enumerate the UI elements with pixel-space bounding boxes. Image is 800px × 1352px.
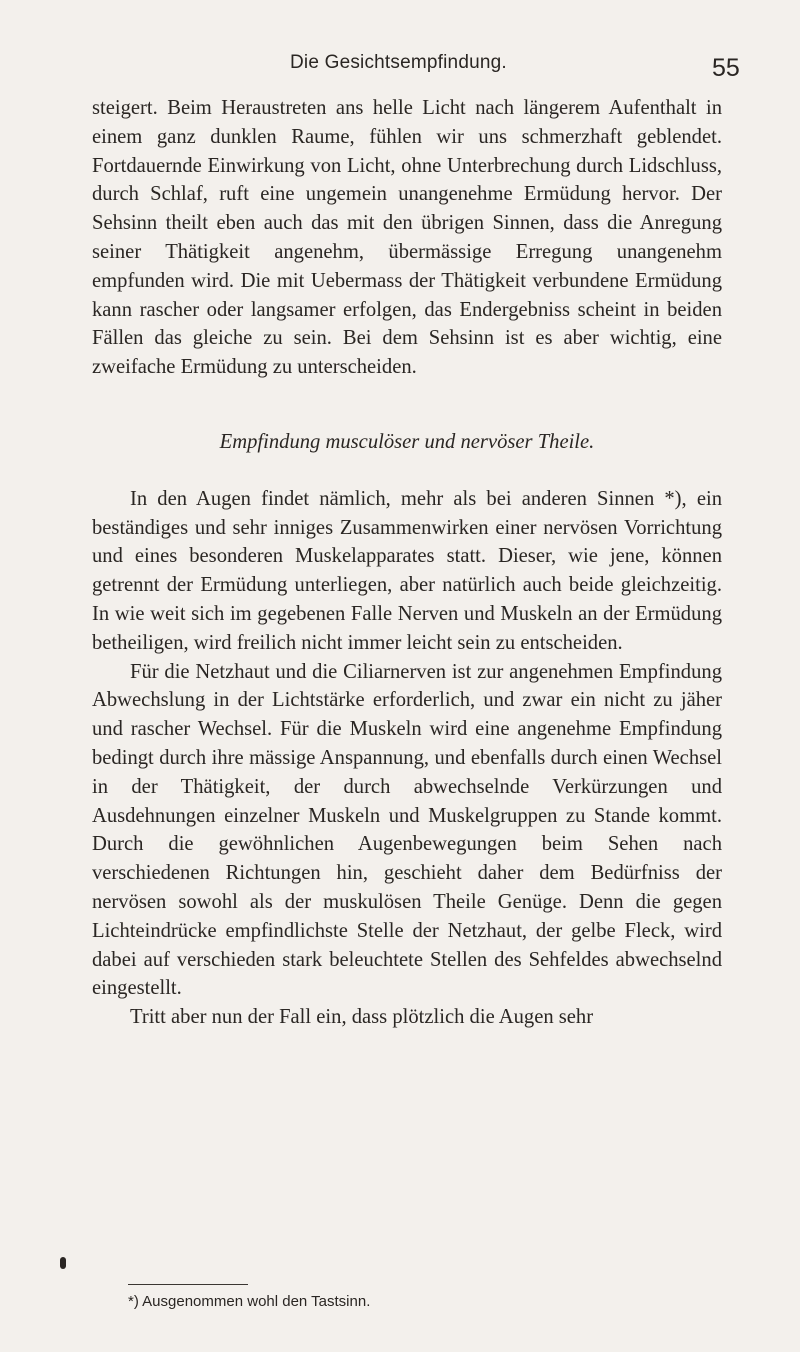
- paragraph: In den Augen findet nämlich, mehr als bei anderen Sinnen *), ein beständiges und sehr inniges Zusammenwirken einer nervösen Vorrichtung und eines besonderen Muskelapparates statt. Dieser, wie jene, können getrennt der Ermüdung unterliegen, aber natürlich auch beide gleichzeitig. In wie weit sich im gegebenen Falle Nerven und Muskeln an der Ermüdung betheiligen, wird freilich nicht immer leicht sein zu entscheiden.: [92, 487, 722, 654]
- paragraph: Für die Netzhaut und die Ciliarnerven ist zur angenehmen Empfindung Abwechslung in der Lichtstärke erforderlich, und zwar ein nicht zu jäher und rascher Wechsel. Für die Muskeln wird eine angenehme Empfindung bedingt durch ihre mässige Anspannung, und ebenfalls durch einen Wechsel in der Thätigkeit, der durch abwechselnde Verkürzungen und Ausdehnungen einzelner Muskeln und Muskelgruppen zu Stande kommt. Durch die gewöhnlichen Augenbewegungen beim Sehen nach verschiedenen Richtungen hin, geschieht daher dem Bedürfniss der nervösen sowohl als der muskulösen Theile Genüge. Denn die gegen Lichteindrücke empfindlichste Stelle der Netzhaut, der gelbe Fleck, wird dabei auf verschieden stark beleuchtete Stellen des Sehfeldes abwechselnd eingestellt.: [92, 660, 722, 1000]
- paragraph: steigert. Beim Heraustreten ans helle Licht nach längerem Aufenthalt in einem ganz dunklen Raume, fühlen wir uns schmerzhaft geblendet. Fortdauernde Einwirkung von Licht, ohne Unterbrechung durch Lidschluss, durch Schlaf, ruft eine ungemein unangenehme Ermüdung hervor. Der Sehsinn theilt eben auch das mit den übrigen Sinnen, dass die Anregung seiner Thätigkeit angenehm, übermässige Erregung unangenehm empfunden wird. Die mit Uebermass der Thätigkeit verbundene Ermüdung kann rascher oder langsamer erfolgen, das Endergebniss scheint in beiden Fällen das gleiche zu sein. Bei dem Sehsinn ist es aber wichtig, eine zweifache Ermüdung zu unterscheiden.: [92, 97, 722, 379]
- footnote: *) Ausgenommen wohl den Tastsinn.: [128, 1293, 371, 1310]
- paragraph: Tritt aber nun der Fall ein, dass plötzlich die Augen sehr: [130, 1006, 594, 1029]
- page-header: [0, 52, 800, 82]
- section-heading: Empfindung musculöser und nervöser Theile.: [219, 430, 595, 453]
- margin-ink-mark: [60, 1257, 66, 1269]
- page-number: 55: [712, 54, 740, 82]
- running-title: Die Gesichtsempfindung.: [290, 52, 507, 73]
- body-text: [92, 94, 722, 1032]
- footnote-rule: [128, 1284, 248, 1285]
